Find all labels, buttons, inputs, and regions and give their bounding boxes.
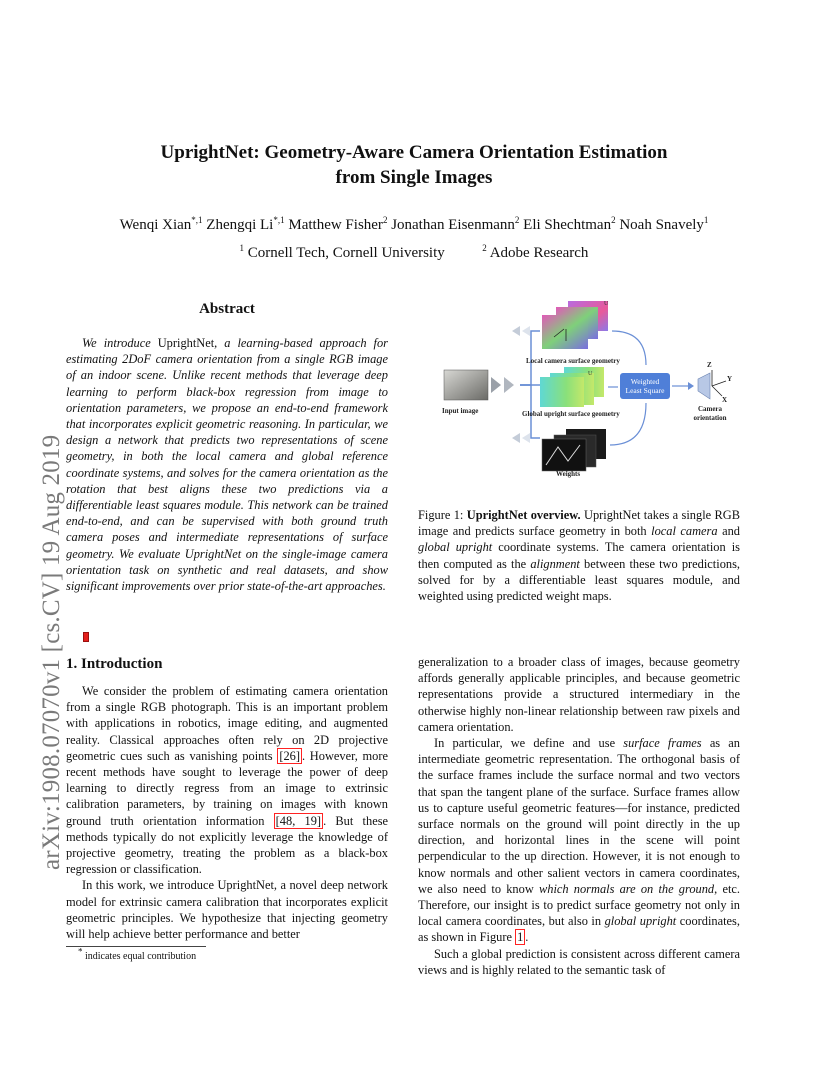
camera-cone — [698, 373, 710, 399]
affiliation: $^1$ Cornell Tech, Cornell University — [239, 243, 445, 261]
affiliations — [0, 245, 828, 262]
author-list — [0, 217, 828, 234]
axis-label-z: Z — [707, 361, 712, 369]
abstract-heading: Abstract — [199, 301, 255, 317]
input-image-thumbnail — [444, 370, 488, 400]
figure-label-weights: Weights — [556, 470, 581, 478]
figure-label-camera-orientation: Camera orientation — [693, 405, 727, 422]
right-column-body — [418, 654, 740, 978]
svg-text:U: U — [604, 301, 609, 307]
paragraph: generalization to a broader class of images, because geometry affords generally applicable principles, and because geometric representations provide a structured intermediary in the otherwise highly non-linear relationship between raw pixels and camera orientation. — [418, 655, 740, 734]
figure-1-svg — [436, 295, 736, 485]
funnel-shape — [504, 377, 514, 393]
affiliation: $^2$ Adobe Research — [482, 243, 589, 261]
citation-link[interactable]: [26] — [279, 748, 300, 763]
paragraph: We consider the problem of estimating camera orientation from a single RGB photograph. This is an important problem with applications in robotics, image editing, and augmented reality. Classical approaches often rely on 2D projective geometric cues such as vanishing points [26] . However, more recent methods have sought to leverage the power of deep learning to directly regress from an image to extrinsic calibration parameters, by training on images with known ground truth orientation information [48, 19] . But these methods typically do not explicitly leverage the knowledge of projective geometry, treating the problem as a black-box regression or classification. — [66, 684, 389, 877]
paper-title — [0, 140, 828, 190]
paragraph: In this work, we introduce UprightNet, a novel deep network model for extrinsic camera calibration that incorporates explicit geometric principles. We hypothesize that injecting geometry will help achieve better performance and better — [66, 878, 388, 942]
figure-label-input-image: Input image — [442, 407, 479, 415]
footnote-divider — [66, 946, 206, 947]
author: Noah Snavely$^1$ — [619, 215, 709, 233]
citation-link[interactable]: [48, 19] — [275, 813, 322, 828]
author: Wenqi Xian$^{*,1}$ — [119, 215, 203, 233]
author: Matthew Fisher$^2$ — [288, 215, 388, 233]
figure-label-weighted-least-square: Weighted Least Square — [625, 377, 665, 395]
author: Zhengqi $Li^{*,1}$ — [206, 215, 285, 233]
axis-label-x: X — [722, 396, 728, 404]
figure-1-caption: Figure 1: UprightNet overview. UprightNet takes a single RGB image and predicts surface geometry in both local camera and global upright coordinate systems. The camera orientation is then computed as the alignment between these two predictions, solved for by a differentiable least squares module, and weighted using predicted weight maps. — [418, 508, 741, 604]
annotation-marker — [83, 632, 89, 642]
title-line-2: from Single Images — [335, 167, 493, 188]
funnel-shape — [491, 377, 501, 393]
author: Eli Shechtman$^2$ — [523, 215, 616, 233]
figure-label-local-geometry: Local camera surface geometry — [526, 357, 620, 365]
svg-text:U: U — [588, 371, 593, 377]
axis-label-y: Y — [727, 375, 733, 383]
author: Jonathan Eisenmann$^2$ — [391, 215, 520, 233]
figure-label-global-geometry: Global upright surface geometry — [522, 410, 620, 418]
section-heading-introduction: 1. Introduction — [66, 656, 163, 672]
figure-1-diagram — [436, 295, 736, 485]
title-line-1: UprightNet: Geometry-Aware Camera Orientation Estimation — [160, 142, 668, 163]
paragraph: Such a global prediction is consistent across different camera views and is highly related to the semantic task of — [418, 946, 740, 977]
introduction-body — [66, 683, 388, 942]
arxiv-identifier: arXiv:1908.07070v1 [cs.CV] 19 Aug 2019 — [38, 434, 65, 870]
footnote: * indicates equal contribution — [78, 946, 197, 962]
abstract-body: We introduce UprightNet, a learning-based approach for estimating 2DoF camera orientation from a single RGB image of an indoor scene. Unlike recent methods that leverage deep learning to perform black-box regression from image to orientation parameters, we propose an end-to-end framework that incorporates explicit geometric reasoning. In particular, we design a network that predicts two representations of scene geometry, in both the local camera and global reference coordinate systems, and solves for the camera orientation as the rotation that best aligns these two predictions via a differentiable least squares module. This network can be trained end-to-end, and can be supervised with both ground truth camera poses and intermediate representations of surface geometry. We evaluate UprightNet on the single-image camera orientation task on synthetic and real datasets, and show significant improvements over prior state-of-the-art approaches. — [66, 336, 389, 594]
paragraph: In particular, we define and use surface frames as an intermediate geometric representation. The orthogonal basis of the surface frames include the surface normal and two vectors that span the tangent plane of the surface. Surface frames allow us to capture useful geometric features—for instance, predicted surface normals on the ground will point directly in the up direction, and horizontal lines in the scene will point perpendicular to the up direction. However, it is not enough to know normals and other salient vectors in camera coordinates, we also need to know which normals are on the ground, etc. Therefore, our insight is to predict surface geometry not only in local camera coordinates, but also in global upright coordinates, as shown in Figure 1 . — [418, 736, 741, 945]
figure-reference-link[interactable]: 1 — [517, 930, 524, 945]
